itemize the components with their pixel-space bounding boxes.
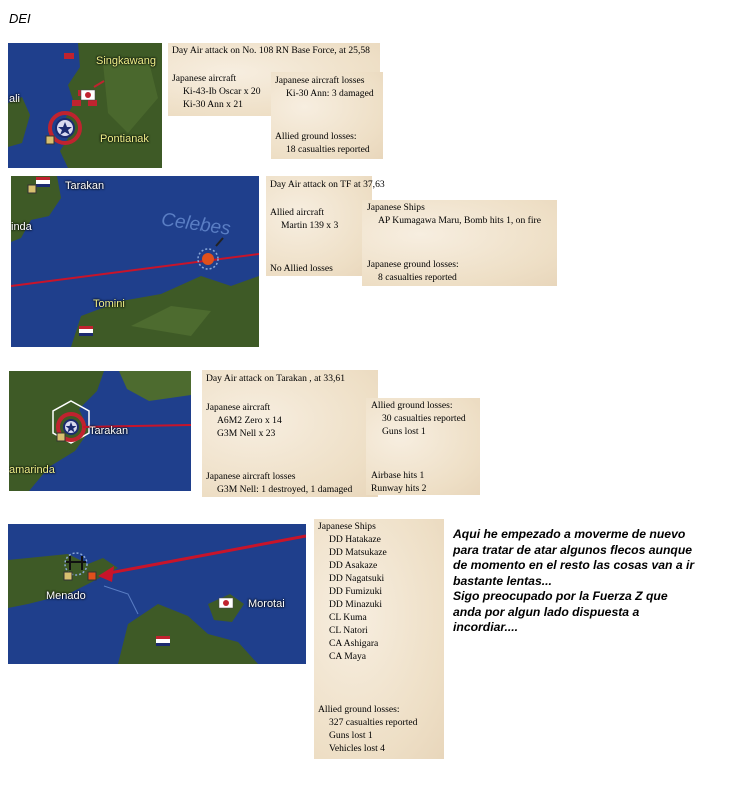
report3-jp-aircraft-item: G3M Nell x 23: [217, 428, 276, 439]
report2-jp-ships-item: AP Kumagawa Maru, Bomb hits 1, on fire: [378, 215, 541, 226]
report3-jp-aircraft: [206, 401, 282, 440]
report3-jp-losses-title: Japanese aircraft losses: [206, 471, 296, 482]
report4-jp-ship: CL Kuma: [329, 612, 367, 623]
report4-jp-ships: [318, 520, 387, 663]
map-panel-pontianak: [8, 43, 162, 168]
report4-allied-ground-title: Allied ground losses:: [318, 704, 400, 715]
report4-jp-ship: CA Ashigara: [329, 638, 379, 649]
comment-line: Sigo preocupado por la Fuerza Z que: [453, 589, 668, 603]
map2-label-tomini: Tomini: [93, 298, 125, 310]
report3-jp-losses-item: G3M Nell: 1 destroyed, 1 damaged: [217, 484, 353, 495]
map2-terrain: [11, 176, 259, 347]
report1-jp-aircraft-item: Ki-43-Ib Oscar x 20: [183, 86, 261, 97]
report4-jp-ship: DD Hatakaze: [329, 534, 381, 545]
report4-allied-ground-item: Guns lost 1: [329, 730, 373, 741]
report3-allied-ground-item: 30 casualties reported: [382, 413, 466, 424]
report4-jp-ship: DD Matsukaze: [329, 547, 387, 558]
author-comment: [453, 527, 738, 636]
map-panel-tarakan: [9, 371, 191, 491]
report1-allied-ground-title: Allied ground losses:: [275, 131, 357, 142]
report4-jp-ship: DD Minazuki: [329, 599, 383, 610]
report2-allied-aircraft-item: Martin 139 x 3: [281, 220, 339, 231]
report3-allied-ground: [371, 399, 466, 438]
report3-allied-ground-item: Guns lost 1: [382, 426, 426, 437]
map1-label-singkawang: Singkawang: [96, 55, 156, 67]
report4-jp-ship: DD Fumizuki: [329, 586, 383, 597]
report3-jp-aircraft-item: A6M2 Zero x 14: [217, 415, 282, 426]
comment-line: de momento en el resto las cosas van a ir: [453, 558, 695, 572]
map4-label-menado: Menado: [46, 590, 86, 602]
report2-jp-ground-title: Japanese ground losses:: [367, 259, 459, 270]
report3-header: Day Air attack on Tarakan , at 33,61: [206, 373, 346, 384]
report1-jp-aircraft-title: Japanese aircraft: [172, 73, 237, 84]
map3-label-tarakan: Tarakan: [89, 425, 129, 437]
report1-header: Day Air attack on No. 108 RN Base Force, at 25,58: [172, 45, 370, 56]
report1-allied-ground: [275, 130, 370, 156]
report4-jp-ships-title: Japanese Ships: [318, 521, 376, 532]
comment-line: para tratar de atar algunos flecos aunque: [453, 542, 693, 557]
report4-jp-ship: DD Nagatsuki: [329, 573, 385, 584]
page-title: DEI: [9, 11, 31, 26]
map4-label-morotai: Morotai: [248, 598, 285, 610]
comment-line: anda por algun lado dispuesta a: [453, 604, 640, 619]
report1-allied-ground-item: 18 casualties reported: [286, 144, 370, 155]
comment-line: Aqui he empezado a moverme de nuevo: [453, 527, 686, 541]
report2-header: Day Air attack on TF at 37,63: [270, 179, 385, 190]
report4-jp-ship: CL Natori: [329, 625, 368, 636]
report2-jp-ground: [367, 258, 459, 284]
comment-line: incordiar....: [453, 620, 519, 634]
report3-jp-aircraft-title: Japanese aircraft: [206, 402, 271, 413]
report1-jp-losses: [275, 74, 374, 100]
report4-jp-ship: DD Asakaze: [329, 560, 378, 571]
report1-jp-aircraft-item: Ki-30 Ann x 21: [183, 99, 243, 110]
report3-allied-ground-title: Allied ground losses:: [371, 400, 453, 411]
report1-jp-losses-title: Japanese aircraft losses: [275, 75, 365, 86]
report4-allied-ground: [318, 703, 417, 755]
map3-label-samarinda: amarinda: [9, 464, 55, 476]
map1-label-pontianak: Pontianak: [100, 133, 149, 145]
report1-jp-losses-item: Ki-30 Ann: 3 damaged: [286, 88, 374, 99]
report4-jp-ship: CA Maya: [329, 651, 367, 662]
report3-airbase-item: Runway hits 2: [371, 483, 427, 494]
map2-label-inda: inda: [11, 221, 32, 233]
map-panel-celebes: [11, 176, 259, 347]
map2-label-celebes: Celebes: [159, 209, 232, 240]
map1-label-ali: ali: [9, 93, 21, 105]
report4-allied-ground-item: Vehicles lost 4: [329, 743, 385, 754]
comment-line: bastante lentas...: [453, 573, 552, 588]
report1-jp-aircraft: [172, 72, 261, 111]
report2-jp-ground-item: 8 casualties reported: [378, 272, 457, 283]
report2-allied-aircraft-title: Allied aircraft: [270, 207, 325, 218]
report3-airbase-item: Airbase hits 1: [371, 470, 425, 481]
report3-airbase: [371, 469, 426, 495]
map2-label-tarakan: Tarakan: [65, 180, 105, 192]
report4-allied-ground-item: 327 casualties reported: [329, 717, 418, 728]
report2-jp-ships: [367, 201, 541, 227]
report2-no-losses: No Allied losses: [270, 263, 333, 274]
report2-allied-aircraft: [270, 206, 338, 232]
map-panel-menado: [8, 524, 306, 664]
report3-jp-losses: [206, 470, 352, 496]
report2-jp-ships-title: Japanese Ships: [367, 202, 425, 213]
